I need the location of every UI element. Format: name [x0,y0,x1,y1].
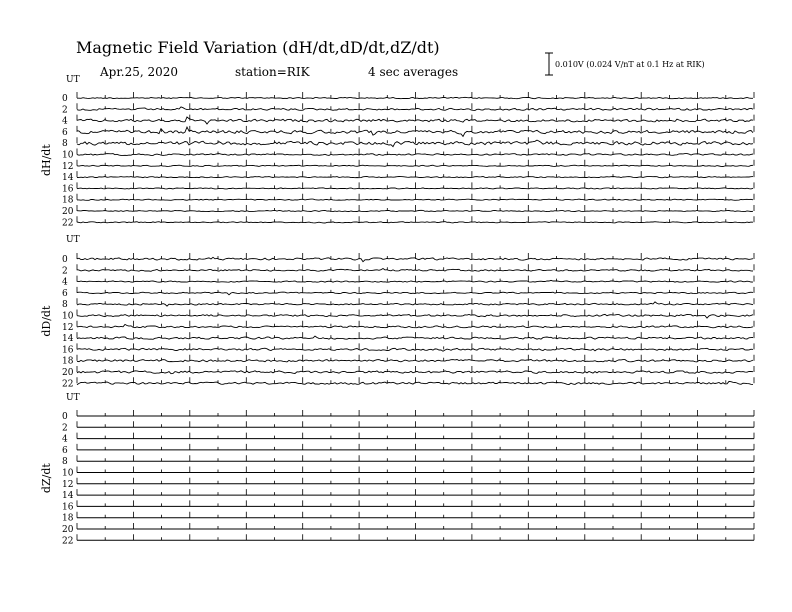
row-tick-marks [77,253,754,259]
row-tick-marks [77,433,754,439]
trace-row [77,154,753,156]
panel-dD-dt [40,235,754,389]
row-tick-marks [77,205,754,211]
hour-label: 0 [62,255,68,265]
row-tick-marks [77,455,754,461]
hour-label: 0 [62,412,68,422]
hour-label: 4 [62,277,68,288]
panel-ylabel: dD/dt [40,305,53,337]
hour-label: 16 [62,502,74,513]
hour-label: 20 [62,525,74,535]
row-tick-marks [77,92,754,98]
row-tick-marks [77,298,754,304]
row-tick-marks [77,500,754,506]
trace-row [77,222,753,223]
hour-label: 18 [62,513,74,524]
hour-label: 8 [62,139,68,150]
time-axis-label: UT [66,393,80,403]
hour-label: 10 [62,150,74,161]
hour-label: 14 [62,173,74,184]
trace-row [77,177,753,178]
hour-label: 20 [62,368,74,378]
trace-row [77,117,753,124]
hour-label: 4 [62,434,68,445]
row-tick-marks [77,216,754,222]
scale-bar [545,53,553,75]
row-tick-marks [77,343,754,349]
trace-row [77,199,753,200]
hour-label: 8 [62,300,68,311]
hour-label: 18 [62,356,74,367]
trace-row [77,348,753,351]
row-tick-marks [77,512,754,518]
row-tick-marks [77,103,754,109]
row-tick-marks [77,377,754,383]
chart-title: Magnetic Field Variation (dH/dt,dD/dt,dZ/dt) [76,38,440,57]
station-label: station=RIK [235,65,310,79]
row-tick-marks [77,523,754,529]
row-tick-marks [77,264,754,270]
trace-row [77,165,753,166]
row-tick-marks [77,467,754,473]
row-tick-marks [77,410,754,416]
trace-row [77,336,753,339]
trace-row [77,324,753,327]
trace-row [77,371,753,374]
trace-row [77,292,753,295]
trace-row [77,269,753,272]
row-tick-marks [77,444,754,450]
hour-label: 4 [62,116,68,127]
averaging-label: 4 sec averages [368,65,459,79]
hour-label: 8 [62,457,68,468]
row-tick-marks [77,115,754,121]
hour-label: 18 [62,195,74,206]
row-tick-marks [77,287,754,293]
time-axis-label: UT [66,75,80,85]
trace-row [77,127,753,136]
trace-row [77,188,753,189]
row-tick-marks [77,126,754,132]
row-tick-marks [77,366,754,372]
trace-row [77,210,753,211]
row-tick-marks [77,276,754,282]
hour-label: 20 [62,207,74,217]
hour-label: 14 [62,334,74,345]
trace-row [77,360,753,362]
row-tick-marks [77,182,754,188]
row-tick-marks [77,310,754,316]
hour-label: 12 [62,322,74,333]
time-axis-label: UT [66,235,80,245]
hour-label: 2 [62,266,68,277]
panel-ylabel: dH/dt [40,144,53,177]
trace-row [77,314,753,318]
trace-row [77,140,753,147]
row-tick-marks [77,171,754,177]
trace-row [77,381,753,384]
hour-label: 2 [62,423,68,434]
row-tick-marks [77,149,754,155]
hour-label: 16 [62,345,74,356]
hour-label: 12 [62,161,74,172]
hour-label: 12 [62,479,74,490]
hour-label: 6 [62,127,68,138]
date-label: Apr.25, 2020 [100,65,179,79]
hour-label: 10 [62,311,74,322]
trace-row [77,257,753,261]
panel-dZ-dt [40,393,754,546]
row-tick-marks [77,478,754,484]
hour-label: 10 [62,468,74,479]
scale-label: 0.010V (0.024 V/nT at 0.1 Hz at RIK) [555,60,705,69]
row-tick-marks [77,421,754,427]
panel-ylabel: dZ/dt [40,463,53,494]
hour-label: 14 [62,491,74,502]
hour-label: 22 [62,218,74,229]
hour-label: 6 [62,288,68,299]
trace-row [77,280,753,282]
trace-row [77,302,753,306]
hour-label: 2 [62,105,68,116]
hour-label: 6 [62,445,68,456]
row-tick-marks [77,489,754,495]
row-tick-marks [77,534,754,540]
hour-label: 22 [62,536,74,547]
trace-row [77,107,753,111]
panel-dH-dt [40,75,754,228]
hour-label: 16 [62,184,74,195]
hour-label: 0 [62,94,68,104]
trace-row [77,97,753,98]
hour-label: 22 [62,379,74,390]
row-tick-marks [77,194,754,200]
